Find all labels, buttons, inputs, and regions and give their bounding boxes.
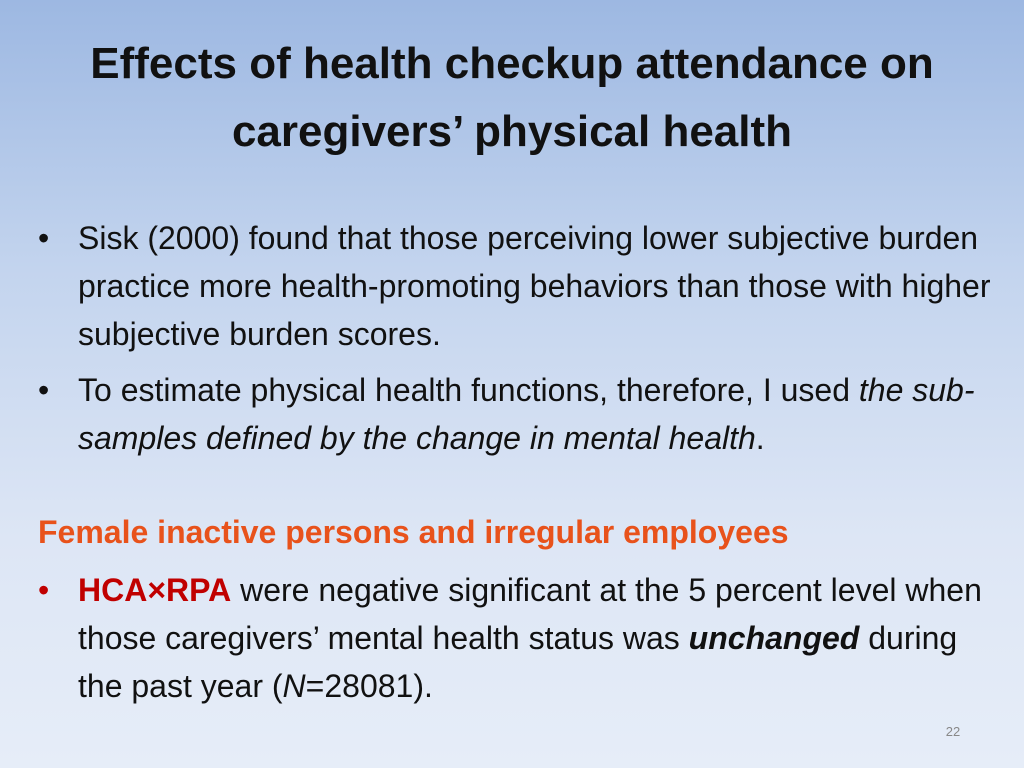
n-value: =28081). — [305, 668, 433, 704]
n-symbol: N — [282, 668, 306, 704]
slide-title-line-1: Effects of health checkup attendance on — [90, 39, 934, 88]
bullet-item — [38, 366, 998, 462]
page-number: 22 — [945, 724, 961, 739]
finding-item — [38, 566, 998, 710]
bullet-list — [38, 214, 998, 470]
bullet-icon: • — [38, 572, 50, 608]
finding-text: were negative significant at the 5 percent level when those caregivers’ mental health status was — [78, 572, 982, 656]
finding-emphasis: unchanged — [688, 620, 860, 656]
times-symbol: × — [147, 572, 167, 608]
term-hca: HCA — [78, 572, 148, 608]
section-subheading: Female inactive persons and irregular employees — [38, 514, 789, 550]
slide-title-line-2: caregivers’ physical health — [231, 107, 793, 156]
bullet-text: Sisk (2000) found that those perceiving lower subjective burden practice more health-promoting behaviors than those with higher subjective burden scores. — [78, 220, 991, 352]
bullet-text-end: . — [755, 420, 765, 456]
bullet-icon: • — [38, 220, 50, 256]
term-rpa: RPA — [166, 572, 232, 608]
finding-text-after: during the past year ( — [78, 620, 958, 704]
finding-list — [38, 566, 998, 718]
bullet-item — [38, 214, 998, 358]
slide-title — [20, 30, 1004, 166]
bullet-icon: • — [38, 372, 50, 408]
bullet-text-italic: the sub-samples defined by the change in mental health — [78, 372, 975, 456]
bullet-text: To estimate physical health functions, therefore, I used — [78, 372, 859, 408]
